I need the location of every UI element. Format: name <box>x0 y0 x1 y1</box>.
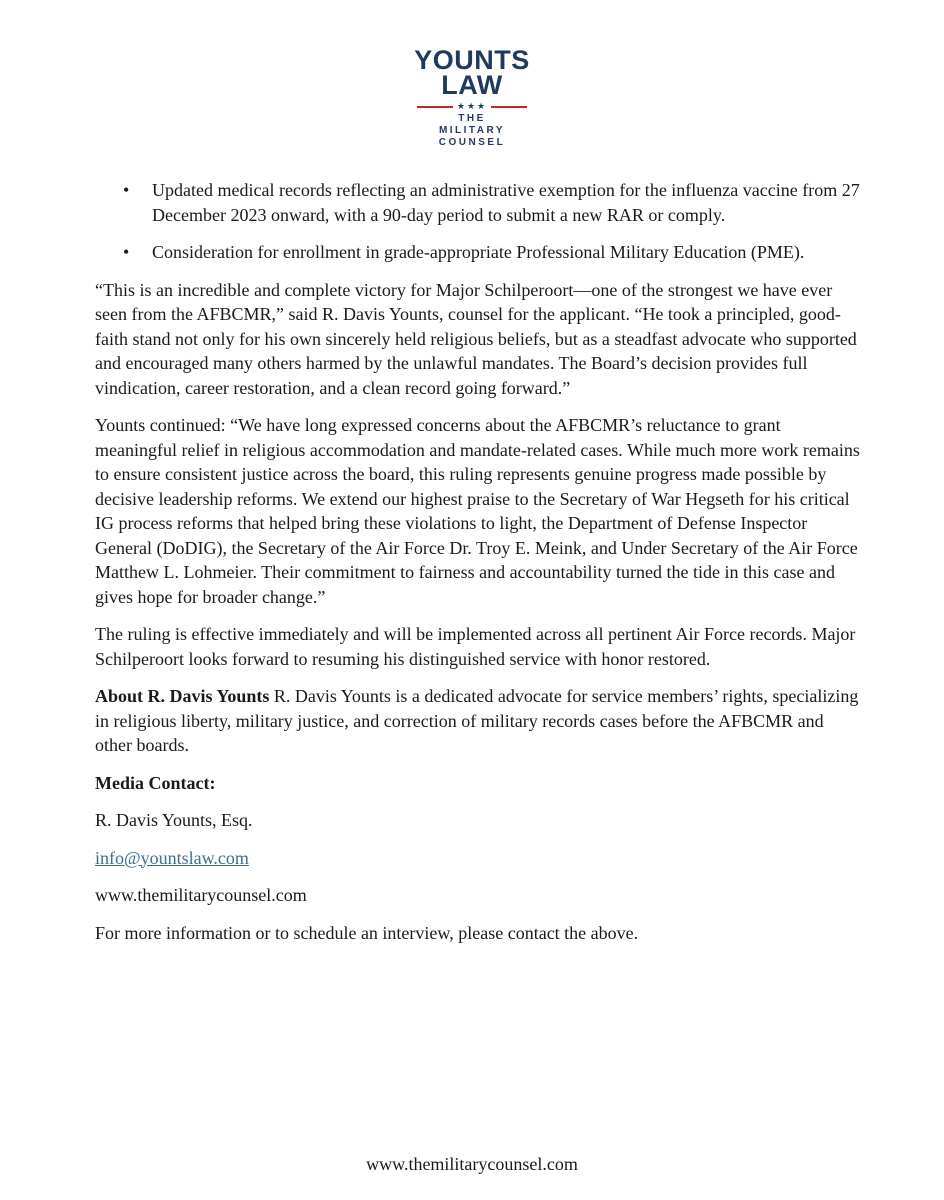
contact-name: R. Davis Younts, Esq. <box>95 810 253 830</box>
media-contact-heading-text: Media Contact: <box>95 772 216 793</box>
logo-sub-counsel: COUNSEL <box>438 137 506 148</box>
document-body <box>95 178 865 958</box>
ruling-paragraph: The ruling is effective immediately and will be implemented across all pertinent Air Force records. Major Schilperoort looks forward to resuming his distinguished service with honor restored. <box>95 624 856 669</box>
media-contact-heading <box>95 771 865 796</box>
contact-website: www.themilitarycounsel.com <box>95 885 307 905</box>
contact-email-line <box>95 846 865 871</box>
about-heading: About R. Davis Younts <box>95 686 270 706</box>
logo-sub-the: THE <box>458 113 486 124</box>
logo-rule-left <box>417 106 453 108</box>
logo-rule-right <box>491 106 527 108</box>
logo-sub-military: MILITARY <box>438 125 506 136</box>
firm-logo <box>412 45 532 149</box>
logo-word-law: LAW <box>441 70 503 100</box>
about-text: R. Davis Younts is a dedicated advocate for service members’ rights, specializing in religious liberty, military justice, and correction of military records cases before the AFBCMR and other boards. <box>95 686 859 755</box>
list-item-text: Consideration for enrollment in grade-appropriate Professional Military Education (PME). <box>152 242 805 262</box>
contact-note: For more information or to schedule an interview, please contact the above. <box>95 922 639 943</box>
list-item <box>95 178 865 227</box>
stars-icon: ★★★ <box>456 102 488 112</box>
about-paragraph <box>95 684 865 758</box>
page-footer-url: www.themilitarycounsel.com <box>366 1154 578 1174</box>
quote-paragraph-2: Younts continued: “We have long expressed concerns about the AFBCMR’s reluctance to grant meaningful relief in religious accommodation and mandate-related cases. While much more work remains to ensure consistent justice across the board, this ruling represents genuine progress made possible by decisive leadership reforms. We extend our highest praise to the Secretary of War Hegseth for his critical IG process reforms that helped bring these violations to light, the Department of Defense Inspector General (DoDIG), the Secretary of the Air Force Dr. Troy E. Meink, and Under Secretary of the Air Force Matthew L. Lohmeier. Their commitment to fairness and accountability turned the tide in this case and gives hope for broader change.” <box>95 415 860 607</box>
relief-list <box>95 178 865 265</box>
list-item-text: Updated medical records reflecting an administrative exemption for the influenza vaccine from 27 December 2023 onward, with a 90-day period to submit a new RAR or comply. <box>152 180 860 225</box>
bullet-icon: • <box>123 242 130 262</box>
logo-rule <box>412 101 532 113</box>
list-item <box>95 240 865 265</box>
bullet-icon: • <box>123 180 130 200</box>
contact-email-link[interactable]: info@yountslaw.com <box>95 847 249 868</box>
quote-paragraph-1: “This is an incredible and complete victory for Major Schilperoort—one of the strongest we have ever seen from the AFBCMR,” said R. Davis Younts, counsel for the applicant. “He took a principled, good-faith stand not only for his own sincerely held religious beliefs, but as a steadfast advocate who supported and encouraged many others harmed by the unlawful mandates. The Board’s decision provides full vindication, career restoration, and a clean record going forward.” <box>95 279 857 398</box>
logo-word-younts: YOUNTS <box>414 45 530 75</box>
